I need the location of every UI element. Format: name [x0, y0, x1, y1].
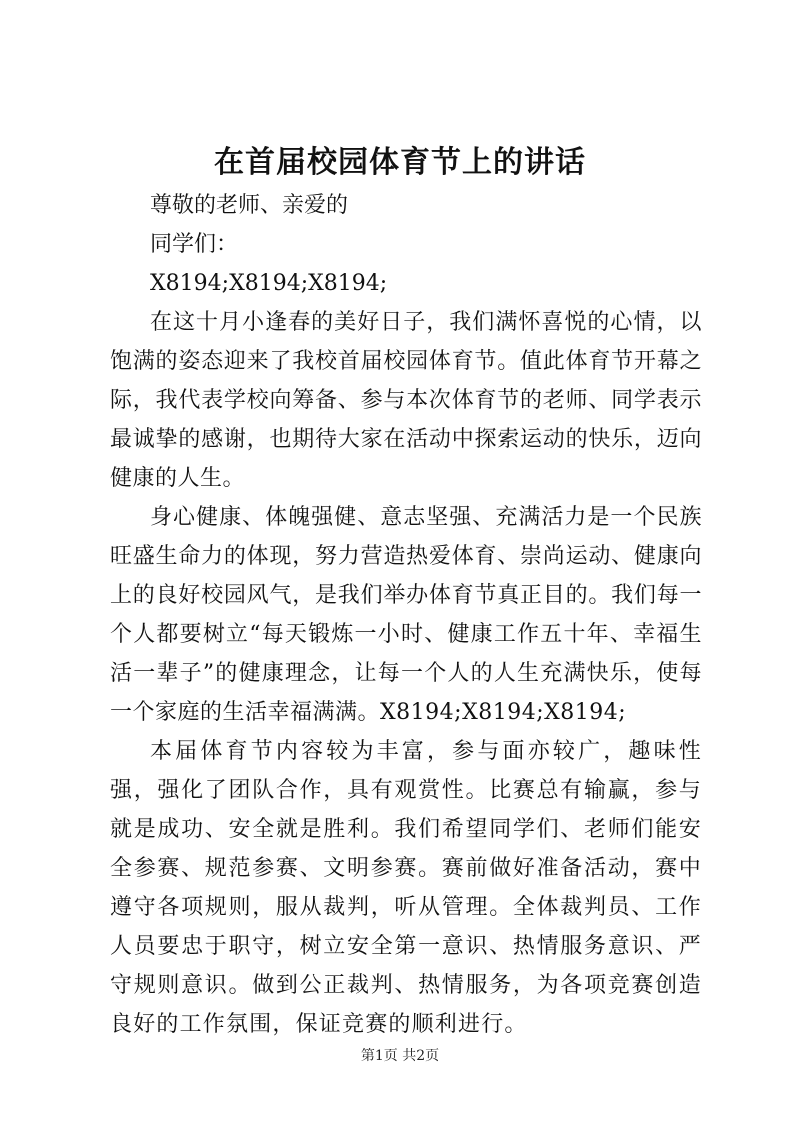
document-body — [110, 186, 702, 1044]
page-footer: 第1页 共2页 — [360, 1048, 440, 1064]
paragraph-competition: 本届体育节内容较为丰富，参与面亦较广，趣味性强，强化了团队合作，具有观赏性。比赛总有输赢，参与就是成功、安全就是胜利。我们希望同学们、老师们能安全参赛、规范参赛、文明参赛。赛前做好准备活动，赛中遵守各项规则，服从裁判，听从管理。全体裁判员、工作人员要忠于职守，树立安全第一意识、热情服务意识、严守规则意识。做到公正裁判、热情服务，为各项竞赛创造良好的工作氛围，保证竞赛的顺利进行。 — [110, 739, 702, 1037]
marker-line: X8194;X8194;X8194; — [150, 271, 388, 296]
paragraph-health: 身心健康、体魄强健、意志坚强、充满活力是一个民族旺盛生命力的体现，努力营造热爱体育、崇尚运动、健康向上的良好校园风气，是我们举办体育节真正目的。我们每一个人都要树立“每天锻炼一小时、健康工作五十年、幸福生活一辈子”的健康理念，让每一个人的人生充满快乐，使每一个家庭的生活幸福满满。X8194;X8194;X8194; — [110, 505, 702, 725]
document-title: 在首届校园体育节上的讲话 — [214, 145, 586, 180]
paragraph-opening: 在这十月小逢春的美好日子，我们满怀喜悦的心情，以饱满的姿态迎来了我校首届校园体育节。值此体育节开幕之际，我代表学校向筹备、参与本次体育节的老师、同学表示最诚挚的感谢，也期待大家在活动中探索运动的快乐，迈向健康的人生。 — [110, 310, 702, 491]
greeting-line-1: 尊敬的老师、亲爱的 — [150, 193, 349, 218]
greeting-line-2: 同学们： — [150, 232, 239, 257]
